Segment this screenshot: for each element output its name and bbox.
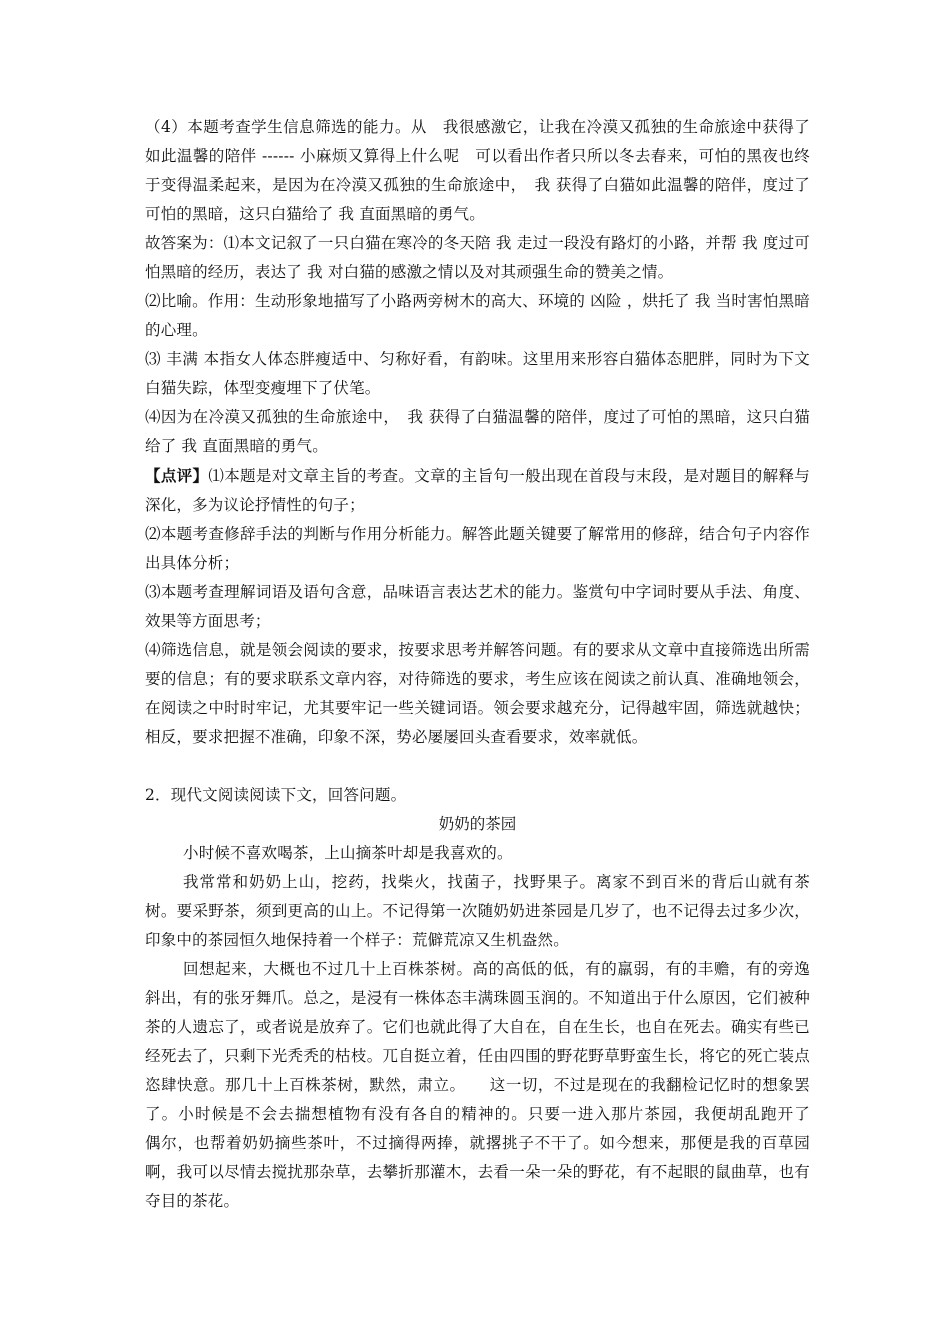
passage-title: 奶奶的茶园 bbox=[438, 815, 517, 833]
passage-paragraph-3: 回想起来，大概也不过几十上百株茶树。高的高低的低，有的羸弱，有的丰赡，有的旁逸斜出，有的张牙舞爪。总之，是浸有一株体态丰满珠圆玉润的。不知道出于什么原因，它们被种茶的人遗忘了，或者说是放弃了。它们也就此得了大自在，自在生长，也自在死去。确实有些已经死去了，只剩下光秃秃的枯枝。兀自挺立着，任由四围的野花野草野蛮生长，将它的死亡装点恣肆快意。那几十上百株茶树，默然，肃立。 这一切，不过是现在的我翻检记忆时的想象罢了。小时候是不会去揣想植物有没有各自的精神的。只要一进入那片茶园，我便胡乱跑开了 偶尔，也帮着奶奶摘些茶叶，不过摘得两捧，就撂挑子不干了。如今想来，那便是我的百草园啊，我可以尽情去搅扰那杂草，去攀折那灌木，去看一朵一朵的野花，有不起眼的鼠曲草，也有夺目的茶花。 bbox=[145, 960, 842, 1210]
document-page bbox=[145, 113, 842, 1216]
passage-paragraph-2: 我常常和奶奶上山，挖药，找柴火，找菌子，找野果子。离家不到百米的背后山就有茶树。要采野茶，须到更高的山上。不记得第一次随奶奶进茶园是几岁了，也不记得去过多少次，印象中的茶园恒久地保持着一个样子：荒僻荒凉又生机盎然。 bbox=[145, 873, 810, 949]
question-2-heading: 2．现代文阅读阅读下文，回答问题。 bbox=[145, 786, 407, 804]
comment-text-1: ⑴本题是对文章主旨的考查。文章的主旨句一般出现在首段与末段，是对题目的解释与深化，多为议论抒情性的句子； bbox=[145, 467, 810, 514]
passage-paragraph-1: 小时候不喜欢喝茶，上山摘茶叶却是我喜欢的。 bbox=[183, 844, 513, 862]
comment-paragraph-4: ⑷筛选信息，就是领会阅读的要求，按要求思考并解答问题。有的要求从文章中直接筛选出所需要的信息；有的要求联系文章内容，对待筛选的要求，考生应该在阅读之前认真、准确地领会，在阅读之中时时牢记，尤其要牢记一些关键词语。领会要求越充分，记得越牢固，筛选就越快；相反，要求把握不准确，印象不深，势必屡屡回头查看要求，效率就低。 bbox=[145, 641, 810, 746]
comment-label: 【点评】 bbox=[145, 466, 209, 485]
answer-paragraph-4: ⑷因为在冷漠又孤独的生命旅途中， 我 获得了白猫温馨的陪伴，度过了可怕的黑暗，这只白猫给了 我 直面黑暗的勇气。 bbox=[145, 408, 810, 455]
section-spacer bbox=[145, 752, 810, 781]
comment-paragraph-2: ⑵本题考查修辞手法的判断与作用分析能力。解答此题关键要了解常用的修辞，结合句子内容作出具体分析； bbox=[145, 525, 810, 572]
comment-paragraph-3: ⑶本题考查理解词语及语句含意，品味语言表达艺术的能力。鉴赏句中字词时要从手法、角度、效果等方面思考； bbox=[145, 583, 810, 630]
answer-paragraph-1: 故答案为：⑴本文记叙了一只白猫在寒冷的冬天陪 我 走过一段没有路灯的小路，并帮 我 度过可怕黑暗的经历，表达了 我 对白猫的感激之情以及对其顽强生命的赞美之情。 bbox=[145, 234, 810, 281]
answer-paragraph-3: ⑶ 丰满 本指女人体态胖瘦适中、匀称好看，有韵味。这里用来形容白猫体态肥胖，同时为下文白猫失踪，体型变瘦埋下了伏笔。 bbox=[145, 350, 810, 397]
q4-analysis-paragraph: （4）本题考查学生信息筛选的能力。从 我很感激它，让我在冷漠又孤独的生命旅途中获得了如此温馨的陪伴 ------ 小麻烦又算得上什么呢 可以看出作者只所以冬去春来，可怕的黑夜也终于变得温柔起来，是因为在冷漠又孤独的生命旅途中， 我 获得了白猫如此温馨的陪伴，度过了可怕的黑暗，这只白猫给了 我 直面黑暗的勇气。 bbox=[145, 118, 810, 223]
answer-paragraph-2: ⑵比喻。作用：生动形象地描写了小路两旁树木的高大、环境的 凶险 ，烘托了 我 当时害怕黑暗的心理。 bbox=[145, 292, 810, 339]
comment-paragraph-1 bbox=[145, 461, 810, 520]
